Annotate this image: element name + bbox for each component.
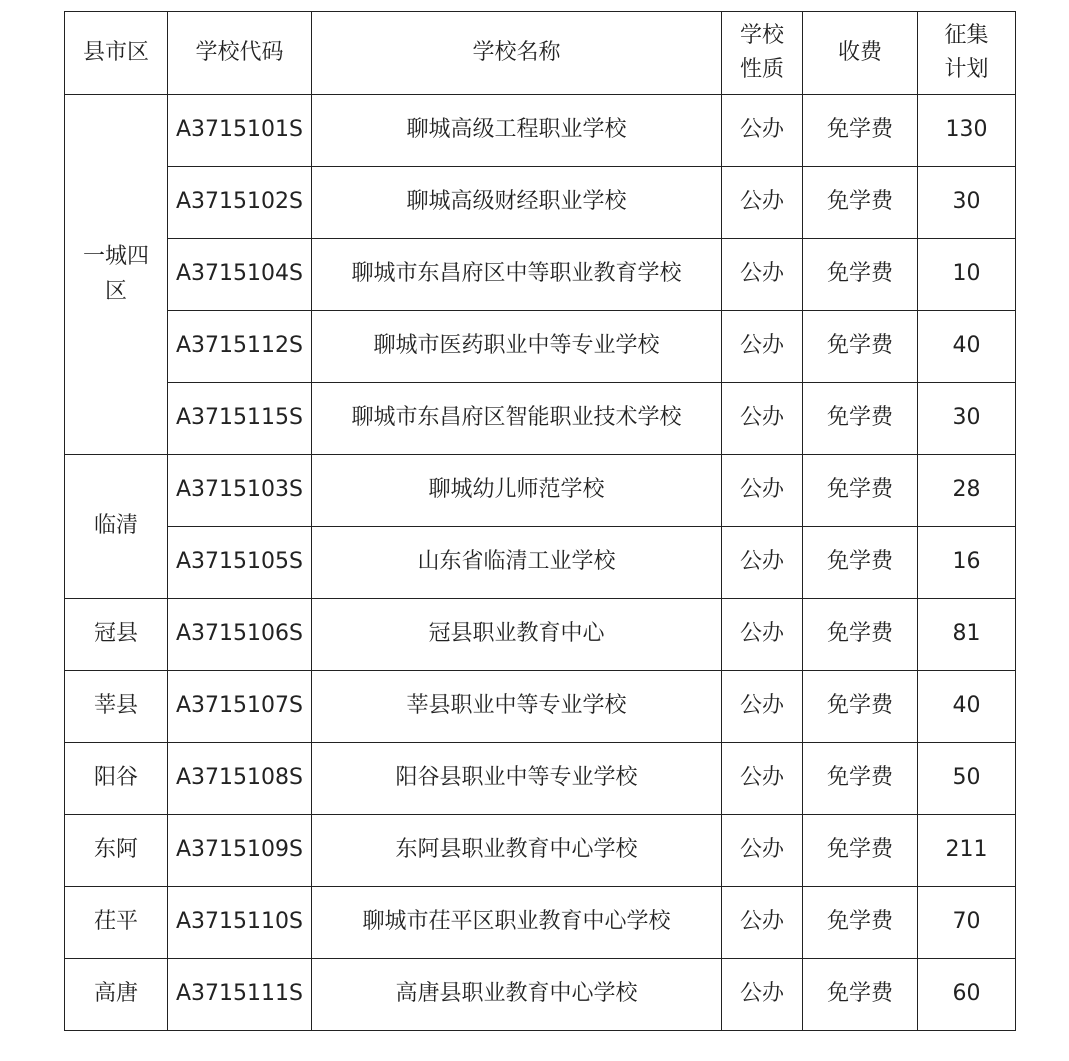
school-code-cell: A3715110S [168,887,312,959]
school-code-cell: A3715108S [168,743,312,815]
district-cell: 临清 [65,455,168,599]
district-cell: 冠县 [65,599,168,671]
table-row [65,167,1016,239]
school-type-cell: 公办 [722,95,803,167]
school-type-cell: 公办 [722,815,803,887]
fee-cell: 免学费 [803,887,918,959]
school-name-cell: 聊城市医药职业中等专业学校 [312,311,722,383]
school-type-cell: 公办 [722,455,803,527]
school-name-cell: 聊城市茌平区职业教育中心学校 [312,887,722,959]
table-row [65,599,1016,671]
school-type-cell: 公办 [722,239,803,311]
header-fee: 收费 [803,12,918,95]
fee-cell: 免学费 [803,959,918,1031]
header-plan-text [944,19,988,87]
fee-cell: 免学费 [803,815,918,887]
school-type-cell: 公办 [722,527,803,599]
table-row [65,311,1016,383]
school-code-cell: A3715101S [168,95,312,167]
plan-cell: 30 [918,167,1016,239]
school-name-cell: 聊城市东昌府区中等职业教育学校 [312,239,722,311]
header-plan-line1: 征集 [944,22,989,48]
fee-cell: 免学费 [803,167,918,239]
school-enrollment-table [64,11,1016,1031]
table-row [65,959,1016,1031]
school-name-cell: 聊城高级工程职业学校 [312,95,722,167]
fee-cell: 免学费 [803,95,918,167]
school-name-cell: 莘县职业中等专业学校 [312,671,722,743]
plan-cell: 60 [918,959,1016,1031]
plan-cell: 16 [918,527,1016,599]
school-type-cell: 公办 [722,311,803,383]
table-row [65,743,1016,815]
table-row [65,887,1016,959]
school-name-cell: 阳谷县职业中等专业学校 [312,743,722,815]
header-school-type-line1: 学校 [739,22,784,48]
header-district: 县市区 [65,12,168,95]
table-row [65,239,1016,311]
school-name-cell: 山东省临清工业学校 [312,527,722,599]
header-school-type-line2: 性质 [739,56,784,82]
school-code-cell: A3715104S [168,239,312,311]
fee-cell: 免学费 [803,743,918,815]
school-type-cell: 公办 [722,887,803,959]
plan-cell: 28 [918,455,1016,527]
school-name-cell: 聊城高级财经职业学校 [312,167,722,239]
plan-cell: 40 [918,311,1016,383]
fee-cell: 免学费 [803,671,918,743]
school-type-cell: 公办 [722,959,803,1031]
district-cell: 阳谷 [65,743,168,815]
fee-cell: 免学费 [803,599,918,671]
school-code-cell: A3715103S [168,455,312,527]
plan-cell: 81 [918,599,1016,671]
table-row [65,671,1016,743]
table-body [65,95,1016,1031]
school-name-cell: 聊城幼儿师范学校 [312,455,722,527]
table-row [65,815,1016,887]
plan-cell: 10 [918,239,1016,311]
fee-cell: 免学费 [803,527,918,599]
table-row [65,383,1016,455]
fee-cell: 免学费 [803,383,918,455]
school-type-cell: 公办 [722,743,803,815]
fee-cell: 免学费 [803,455,918,527]
fee-cell: 免学费 [803,311,918,383]
school-code-cell: A3715109S [168,815,312,887]
school-code-cell: A3715102S [168,167,312,239]
header-school-type-text [740,19,784,87]
plan-cell: 211 [918,815,1016,887]
school-name-cell: 高唐县职业教育中心学校 [312,959,722,1031]
school-code-cell: A3715112S [168,311,312,383]
school-type-cell: 公办 [722,599,803,671]
header-school-type [722,12,803,95]
table-row [65,527,1016,599]
plan-cell: 70 [918,887,1016,959]
school-code-cell: A3715111S [168,959,312,1031]
table-row [65,95,1016,167]
table-row [65,455,1016,527]
header-plan-line2: 计划 [944,56,989,82]
district-cell: 一城四区 [65,95,168,455]
plan-cell: 130 [918,95,1016,167]
header-school-code: 学校代码 [168,12,312,95]
district-cell: 莘县 [65,671,168,743]
table-header-row [65,12,1016,95]
district-cell: 东阿 [65,815,168,887]
school-code-cell: A3715105S [168,527,312,599]
header-plan [918,12,1016,95]
school-name-cell: 冠县职业教育中心 [312,599,722,671]
school-name-cell: 聊城市东昌府区智能职业技术学校 [312,383,722,455]
plan-cell: 30 [918,383,1016,455]
school-code-cell: A3715107S [168,671,312,743]
school-type-cell: 公办 [722,383,803,455]
fee-cell: 免学费 [803,239,918,311]
plan-cell: 40 [918,671,1016,743]
school-code-cell: A3715106S [168,599,312,671]
school-name-cell: 东阿县职业教育中心学校 [312,815,722,887]
school-type-cell: 公办 [722,167,803,239]
school-type-cell: 公办 [722,671,803,743]
plan-cell: 50 [918,743,1016,815]
header-school-name: 学校名称 [312,12,722,95]
school-code-cell: A3715115S [168,383,312,455]
district-cell: 高唐 [65,959,168,1031]
district-cell: 茌平 [65,887,168,959]
